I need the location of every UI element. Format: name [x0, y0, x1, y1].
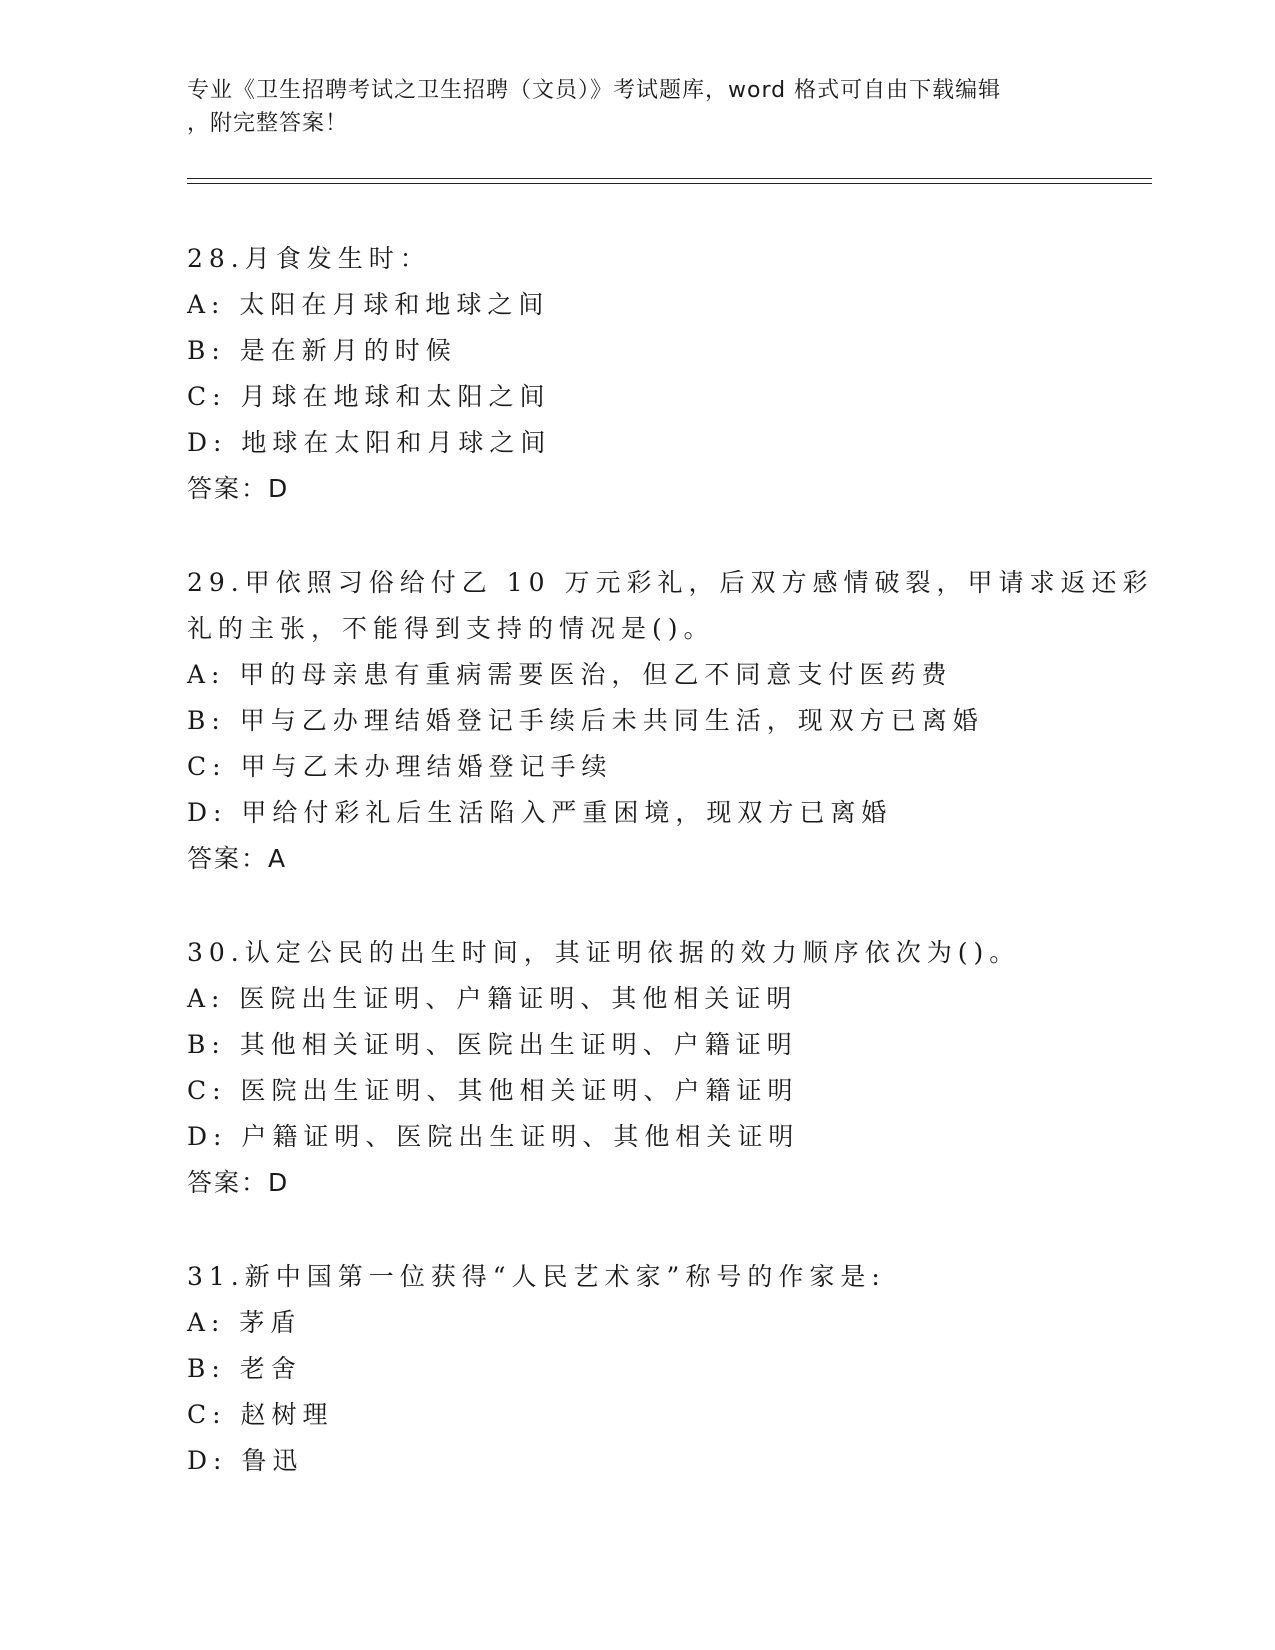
option-b: B: 是在新月的时候 — [187, 336, 457, 365]
answer: 答案：D — [187, 474, 290, 503]
option-c: C: 月球在地球和太阳之间 — [187, 382, 551, 411]
answer: 答案：D — [187, 1168, 290, 1197]
answer: 答案：A — [187, 844, 288, 873]
question-text-line-1: 29.甲依照习俗给付乙 10 万元彩礼，后双方感情破裂，甲请求返还彩 — [187, 568, 1154, 597]
document-header — [187, 74, 1087, 140]
question-text: 28.月食发生时： — [187, 244, 431, 273]
option-c: C: 赵树理 — [187, 1400, 334, 1429]
option-a: A: 太阳在月球和地球之间 — [187, 290, 550, 319]
option-c: C: 医院出生证明、其他相关证明、户籍证明 — [187, 1076, 799, 1105]
question-text: 30.认定公民的出生时间，其证明依据的效力顺序依次为()。 — [187, 938, 1021, 967]
question-text: 31.新中国第一位获得“人民艺术家”称号的作家是: — [187, 1262, 886, 1291]
option-b: B: 其他相关证明、医院出生证明、户籍证明 — [187, 1030, 798, 1059]
header-divider-bottom — [187, 183, 1152, 184]
option-c: C: 甲与乙未办理结婚登记手续 — [187, 752, 613, 781]
option-d: D: 鲁迅 — [187, 1446, 304, 1475]
option-a: A: 医院出生证明、户籍证明、其他相关证明 — [187, 984, 798, 1013]
question-list — [187, 236, 1154, 1532]
question-text-line-2: 礼的主张，不能得到支持的情况是()。 — [187, 614, 715, 643]
question-28 — [187, 236, 1087, 512]
option-a: A: 甲的母亲患有重病需要医治，但乙不同意支付医药费 — [187, 660, 953, 689]
header-line-1: 专业《卫生招聘考试之卫生招聘（文员）》考试题库，word 格式可自由下载编辑 — [187, 78, 1002, 103]
header-divider-top — [187, 178, 1152, 179]
option-d: D: 户籍证明、医院出生证明、其他相关证明 — [187, 1122, 800, 1151]
option-b: B: 甲与乙办理结婚登记手续后未共同生活，现双方已离婚 — [187, 706, 984, 735]
question-29 — [187, 560, 1154, 882]
option-a: A: 茅盾 — [187, 1308, 302, 1337]
question-31 — [187, 1254, 1087, 1484]
option-d: D: 甲给付彩礼后生活陷入严重困境，现双方已离婚 — [187, 798, 893, 827]
header-line-2: ，附完整答案！ — [187, 111, 349, 136]
option-d: D: 地球在太阳和月球之间 — [187, 428, 552, 457]
question-30 — [187, 930, 1087, 1206]
option-b: B: 老舍 — [187, 1354, 302, 1383]
